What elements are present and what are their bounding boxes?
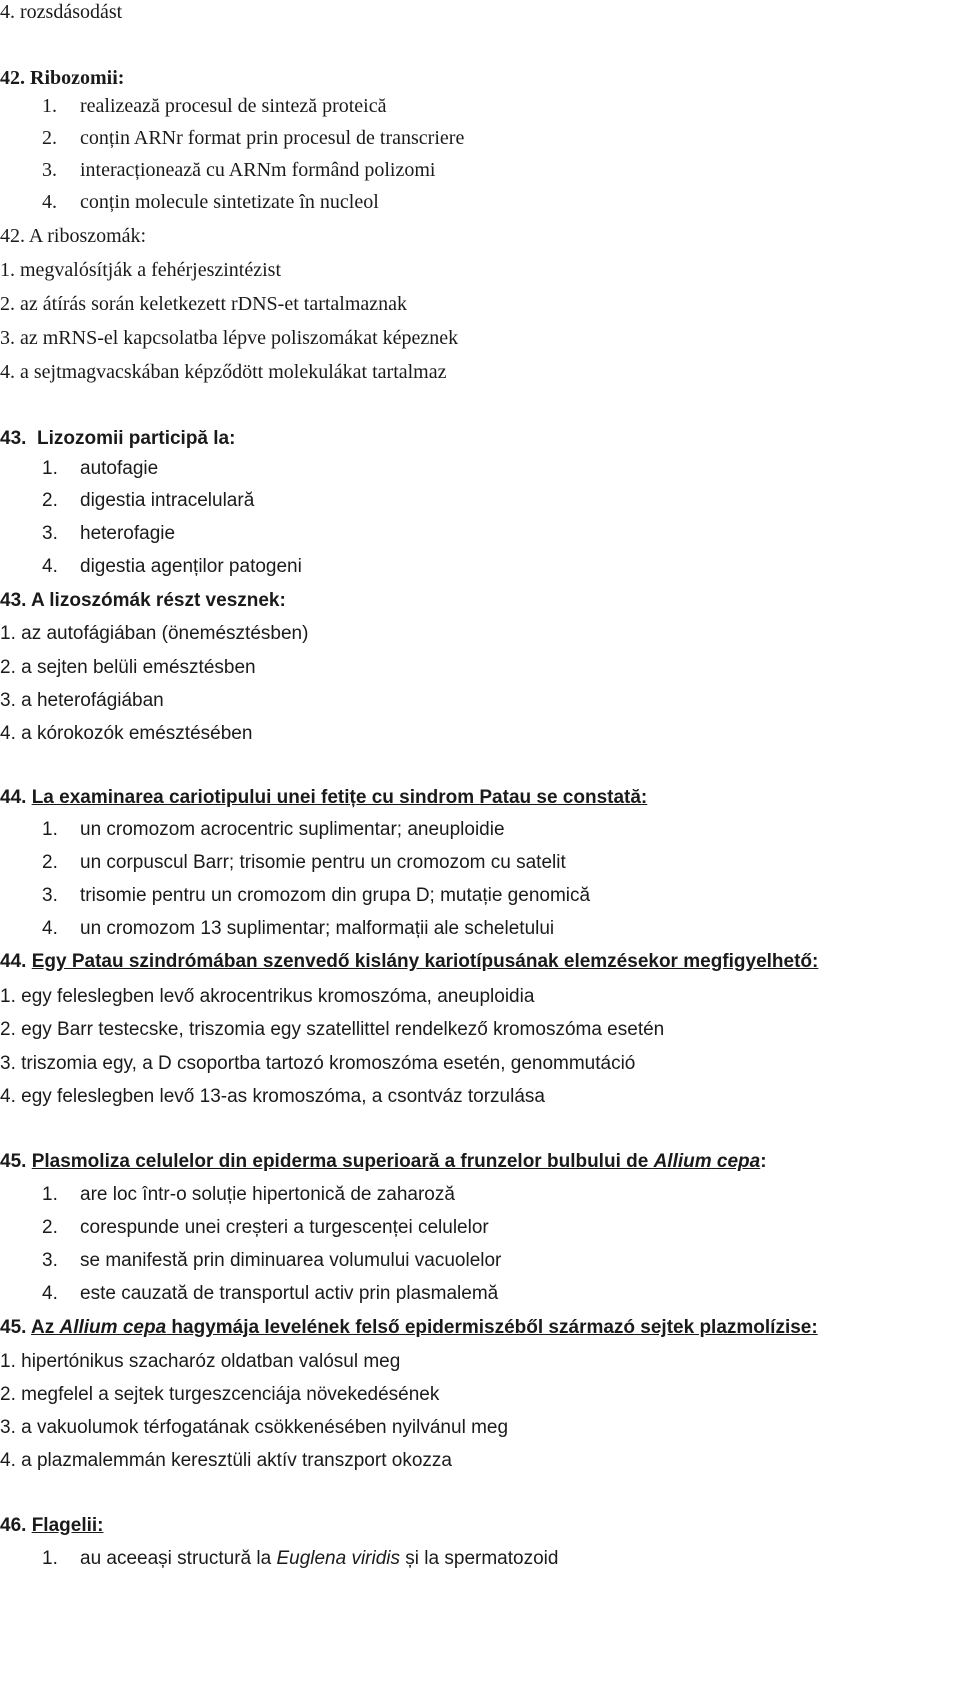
list-item: 3. se manifestă prin diminuarea volumului vacuolelor (42, 1250, 502, 1271)
list-item: 2. egy Barr testecske, triszomia egy szatellittel rendelkező kromoszóma esetén (0, 1019, 665, 1040)
list-item: 4. egy feleslegben levő 13-as kromoszóma, a csontváz torzulása (0, 1086, 545, 1107)
list-item: 4. este cauzată de transportul activ prin plasmalemă (42, 1283, 499, 1304)
list-item: 3. interacționează cu ARNm formând polizomi (42, 159, 436, 181)
list-item: 1. realizează procesul de sinteză proteică (42, 95, 387, 117)
list-item: 1. un cromozom acrocentric suplimentar; aneuploidie (42, 819, 505, 840)
list-item: 2. digestia intracelulară (42, 490, 255, 511)
list-item: 3. trisomie pentru un cromozom din grupa D; mutație genomică (42, 885, 591, 906)
list-item: 4. a plazmalemmán keresztüli aktív transzport okozza (0, 1450, 452, 1471)
list-item: 4. a kórokozók emésztésében (0, 723, 253, 744)
list-item: 1. au aceeași structură la Euglena viridis și la spermatozoid (42, 1548, 559, 1569)
question-title-42-ro: 42. Ribozomii: (0, 67, 125, 89)
question-title-44-ro: 44. La examinarea cariotipului unei fetițe cu sindrom Patau se constată: (0, 787, 648, 808)
list-item: 2. megfelel a sejtek turgeszcenciája növekedésének (0, 1384, 440, 1405)
question-title-43-ro: 43. Lizozomii participă la: (0, 428, 236, 449)
list-item: 2. a sejten belüli emésztésben (0, 657, 256, 678)
list-item: 1. are loc într-o soluție hipertonică de zaharoză (42, 1184, 455, 1205)
question-title-43-hu: 43. A lizoszómák részt vesznek: (0, 590, 286, 611)
question-title-46-ro: 46. Flagelii: (0, 1515, 104, 1536)
list-item: 1. megvalósítják a fehérjeszintézist (0, 259, 282, 281)
list-item: 3. a vakuolumok térfogatának csökkenésében nyilvánul meg (0, 1417, 509, 1438)
list-item: 3. triszomia egy, a D csoportba tartozó kromoszóma esetén, genommutáció (0, 1053, 636, 1074)
list-item: 1. autofagie (42, 458, 159, 479)
list-item: 4. digestia agenților patogeni (42, 556, 302, 577)
list-item: 3. heterofagie (42, 523, 176, 544)
question-title-42-hu: 42. A riboszomák: (0, 225, 147, 247)
list-item: 4. a sejtmagvacskában képződött molekulákat tartalmaz (0, 361, 447, 383)
list-item: 2. corespunde unei creșteri a turgescenței celulelor (42, 1217, 489, 1238)
list-item: 4. conțin molecule sintetizate în nucleol (42, 191, 379, 213)
list-item: 1. hipertónikus szacharóz oldatban valósul meg (0, 1351, 401, 1372)
list-item: 3. az mRNS-el kapcsolatba lépve poliszomákat képeznek (0, 327, 459, 349)
list-item: 2. conțin ARNr format prin procesul de transcriere (42, 127, 465, 149)
list-item: 4. un cromozom 13 suplimentar; malformații ale scheletului (42, 918, 555, 939)
question-title-45-hu: 45. Az Allium cepa hagymája levelének felső epidermiszéből származó sejtek plazmolízise: (0, 1317, 818, 1338)
question-title-45-ro: 45. Plasmoliza celulelor din epiderma superioară a frunzelor bulbului de Allium cepa: (0, 1151, 767, 1172)
answer-line: 4. rozsdásodást (0, 1, 123, 23)
list-item: 3. a heterofágiában (0, 690, 164, 711)
list-item: 1. egy feleslegben levő akrocentrikus kromoszóma, aneuploidia (0, 986, 535, 1007)
list-item: 2. az átírás során keletkezett rDNS-et tartalmaznak (0, 293, 408, 315)
list-item: 1. az autofágiában (önemésztésben) (0, 623, 309, 644)
list-item: 2. un corpuscul Barr; trisomie pentru un cromozom cu satelit (42, 852, 566, 873)
question-title-44-hu: 44. Egy Patau szindrómában szenvedő kislány kariotípusának elemzésekor megfigyelhető: (0, 951, 819, 972)
